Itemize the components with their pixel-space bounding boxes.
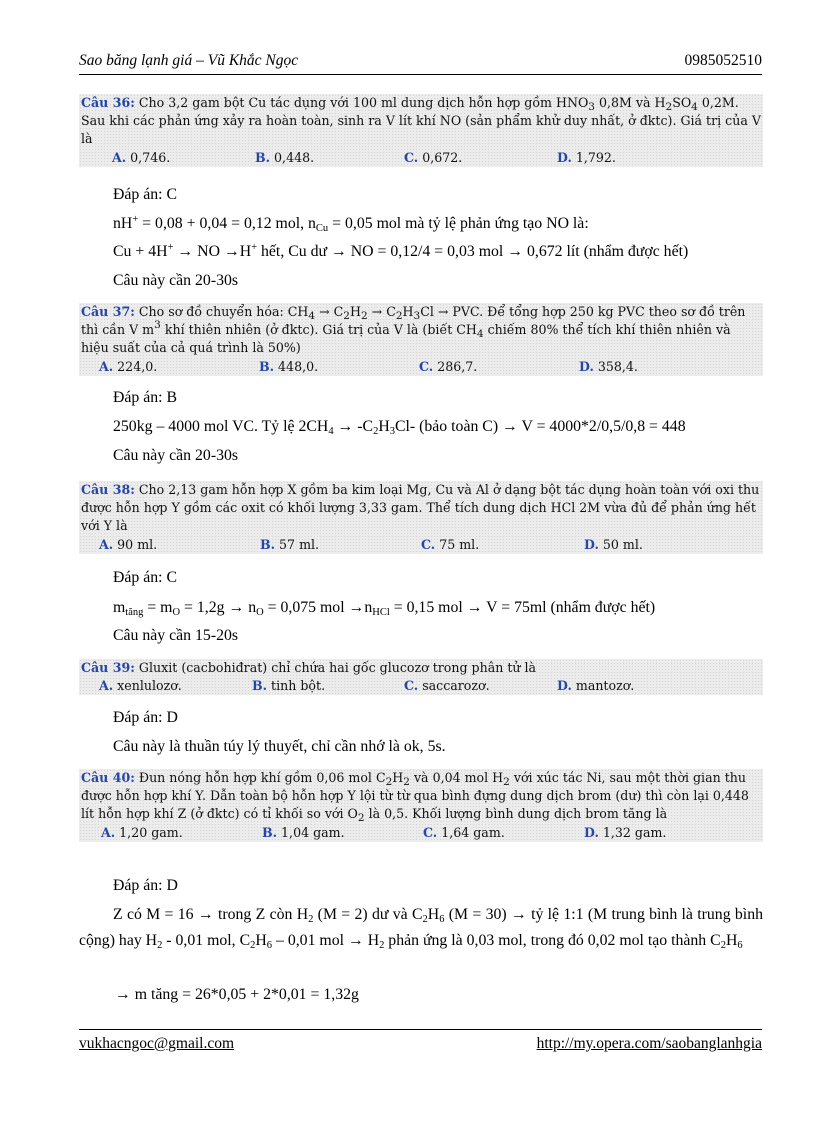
question-label: Câu 38: bbox=[81, 482, 135, 497]
page-footer bbox=[79, 1029, 762, 1057]
solution-40-paragraph: Z có M = 16 → trong Z còn $H_2$ (M = 2) dư và $C_2H_6$ (M = 30) → tỷ lệ 1:1 (M trung bình là trung bình cộng) hay $H_2 - 0,01$ mol, $C_2H_6 - 0,01$ mol → $H_2$ phản ứng là 0,03 mol, trong đó 0,02 mol tạo thành $C_2H_6$ bbox=[79, 906, 763, 951]
question-40-text: Câu 40: Đun nóng hỗn hợp khí gồm 0,06 mol $C_2H_2$ và 0,04 mol $H_2$ với xúc tác Ni, sau một thời gian thu được hỗn hợp khí Y. Dẫn toàn bộ hỗn hợp Y lội từ từ qua bình đựng dung dịch brom (dư) thì còn lại 0,448 lít hỗn hợp khí Z (ở đktc) có tỉ khối so với $O_2$ là 0,5. Khối lượng bình dung dịch brom tăng là bbox=[81, 770, 749, 825]
option-b: B. 0,448. bbox=[255, 149, 315, 165]
option-a: A. 90 ml. bbox=[99, 536, 158, 552]
solution-37-line-1: 250kg – 4000 mol VC. Tỷ lệ $2CH_4 \to -C_2H_3Cl-$ (bảo toàn C) → V = 4000*2/0,5/0,8 = 448 bbox=[113, 418, 686, 437]
answer-39: Đáp án: D bbox=[113, 709, 178, 726]
page-header bbox=[79, 50, 762, 75]
question-39-options bbox=[79, 677, 763, 695]
solution-36-line-2: Cu + 4H+ → NO →H+ hết, Cu dư → NO = 0,12/4 = 0,03 mol → 0,672 lít (nhẩm được hết) bbox=[113, 242, 689, 260]
option-a: A. 224,0. bbox=[99, 358, 158, 374]
option-b: B. 1,04 gam. bbox=[262, 824, 345, 840]
question-40-box bbox=[79, 769, 763, 842]
footer-email-link[interactable]: vukhacngoc@gmail.com bbox=[79, 1035, 235, 1052]
time-39: Câu này là thuần túy lý thuyết, chỉ cần nhớ là ok, 5s. bbox=[113, 738, 446, 755]
time-36: Câu này cần 20-30s bbox=[113, 272, 239, 289]
option-d: D. 50 ml. bbox=[584, 536, 643, 552]
answer-37: Đáp án: B bbox=[113, 389, 178, 406]
option-b: B. tinh bột. bbox=[252, 678, 326, 694]
solution-38-line-1: $m_{tăng} = m_O = 1,2g \to n_O = 0,075$ mol $\to n_{HCl} = 0,15$ mol → V = 75ml (nhẩm được hết) bbox=[113, 599, 656, 618]
question-39-stem: Gluxit (cacbohiđrat) chỉ chứa hai gốc glucozơ trong phân tử là bbox=[138, 660, 537, 675]
question-39-box bbox=[79, 659, 763, 695]
option-c: C. 286,7. bbox=[419, 358, 478, 374]
solution-40-result: → m tăng = 26*0,05 + 2*0,01 = 1,32g bbox=[115, 986, 359, 1003]
option-b: B. 448,0. bbox=[259, 358, 319, 374]
option-d: D. 1,32 gam. bbox=[584, 824, 667, 840]
option-a: A. 0,746. bbox=[112, 149, 171, 165]
question-label: Câu 40: bbox=[81, 770, 135, 785]
question-38-box bbox=[79, 481, 763, 554]
question-38-options bbox=[79, 536, 763, 554]
answer-40: Đáp án: D bbox=[113, 877, 178, 894]
question-38-text: Câu 38: Cho 2,13 gam hỗn hợp X gồm ba kim loại Mg, Cu và Al ở dạng bột tác dụng hoàn toàn với oxi thu được hỗn hợp Y gồm các oxit có khối lượng 3,33 gam. Thể tích dung dịch HCl 2M vừa đủ để phản ứng hết với Y là bbox=[81, 482, 760, 534]
question-37-box bbox=[79, 303, 763, 376]
answer-36: Đáp án: C bbox=[113, 186, 178, 203]
question-label: Câu 36: bbox=[81, 95, 135, 110]
question-37-text: Câu 37: Cho sơ đồ chuyển hóa: $CH_4 \to C_2H_2 \to C_2H_3Cl$ → PVC. Để tổng hợp 250 kg PVC theo sơ đồ trên thì cần V $m^3$ khí thiên nhiên (ở đktc). Giá trị của V là (biết $CH_4$ chiếm 80% thể tích khí thiên nhiên và hiệu suất của cả quá trình là 50%) bbox=[81, 304, 746, 356]
option-d: D. 358,4. bbox=[579, 358, 638, 374]
option-b: B. 57 ml. bbox=[260, 536, 320, 552]
question-37-options bbox=[79, 358, 763, 376]
question-36-text: Câu 36: Cho 3,2 gam bột Cu tác dụng với 100 ml dung dịch hỗn hợp gồm $HNO_3$ 0,8M và $H_2SO_4$ 0,2M. Sau khi các phản ứng xảy ra hoàn toàn, sinh ra V lít khí NO (sản phẩm khử duy nhất, ở đktc). Giá trị của V là bbox=[81, 95, 761, 147]
header-title: Sao băng lạnh giá – Vũ Khắc Ngọc bbox=[79, 52, 299, 69]
option-a: A. xenlulozơ. bbox=[99, 678, 182, 694]
option-d: D. mantozơ. bbox=[557, 678, 635, 694]
option-a: A. 1,20 gam. bbox=[101, 824, 183, 840]
option-c: C. 0,672. bbox=[404, 149, 463, 165]
option-c: C. 1,64 gam. bbox=[423, 824, 505, 840]
question-label: Câu 37: bbox=[81, 304, 135, 319]
question-40-options bbox=[79, 824, 763, 842]
question-36-options bbox=[79, 149, 763, 167]
solution-36-line-1: nH+ = 0,08 + 0,04 = 0,12 mol, $n_{Cu} = 0,05$ mol mà tỷ lệ phản ứng tạo NO là: bbox=[113, 214, 589, 234]
question-39-text bbox=[79, 659, 763, 677]
option-c: C. 75 ml. bbox=[421, 536, 480, 552]
question-label: Câu 39: bbox=[81, 660, 135, 675]
answer-38: Đáp án: C bbox=[113, 569, 178, 586]
header-phone: 0985052510 bbox=[684, 52, 762, 69]
time-37: Câu này cần 20-30s bbox=[113, 447, 239, 464]
option-c: C. saccarozơ. bbox=[404, 678, 490, 694]
time-38: Câu này cần 15-20s bbox=[113, 627, 239, 644]
footer-url-link[interactable]: http://my.opera.com/saobanglanhgia bbox=[536, 1035, 762, 1052]
option-d: D. 1,792. bbox=[557, 149, 616, 165]
question-36-box bbox=[79, 94, 763, 167]
